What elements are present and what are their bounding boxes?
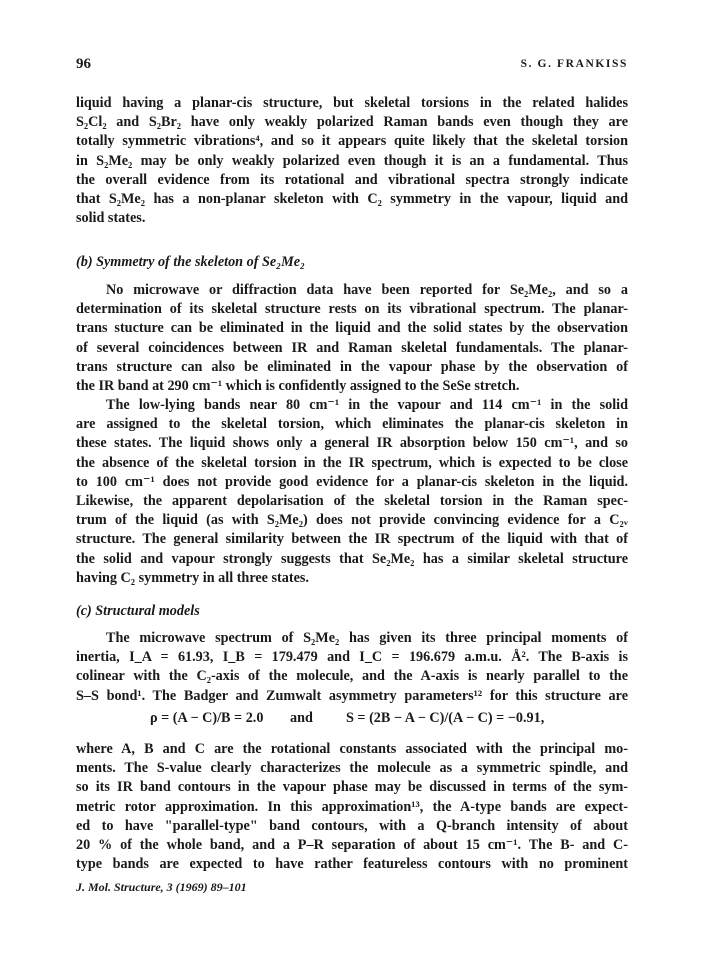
section-heading-b: (b) Symmetry of the skeleton of Se₂Me₂ [76, 254, 305, 270]
text-line: so its IR band contours in the vapour phase may be discussed in terms of the sym- [76, 779, 628, 796]
text-line: having C₂ symmetry in all three states. [76, 569, 309, 586]
text-line: the absence of the skeletal torsion in the IR spectrum, which is expected to be close [76, 454, 628, 471]
author-running-head: S. G. FRANKISS [520, 58, 628, 70]
equation-connector: and [290, 710, 313, 726]
text-line: of several coincidences between IR and Raman skeletal fundamentals. The planar- [76, 339, 628, 356]
text-line: trum of the liquid (as with S₂Me₂) does not provide convincing evidence for a C₂ᵥ [76, 512, 628, 529]
text-line: the IR band at 290 cm⁻¹ which is confidently assigned to the SeSe stretch. [76, 377, 520, 394]
text-line: trans stucture can be eliminated in the liquid and the solid states by the observation [76, 320, 628, 337]
text-line: colinear with the C₂-axis of the molecule, and the A-axis is nearly parallel to the [76, 668, 628, 685]
text-line: ed to have "parallel-type" band contours, with a Q-branch intensity of about [76, 817, 628, 834]
text-line: Likewise, the apparent depolarisation of the skeletal torsion in the Raman spec- [76, 492, 628, 509]
text-line: S–S bond¹. The Badger and Zumwalt asymmetry parameters¹² for this structure are [76, 687, 628, 704]
text-line: 20 % of the whole band, and a P–R separation of about 15 cm⁻¹. The B- and C- [76, 836, 628, 853]
section-c-paragraph-1 [76, 629, 628, 706]
equation-s-value: S = (2B − A − C)/(A − C) = −0.91, [346, 710, 545, 726]
text-line: trans structure can also be eliminated in the vapour phase by the observation of [76, 358, 628, 375]
text-line: ments. The S-value clearly characterizes the molecule as a symmetric spindle, and [76, 760, 628, 777]
section-b-paragraph-1 [76, 281, 628, 396]
paragraph-continuation [76, 94, 628, 228]
text-line: the solid and vapour strongly suggests that Se₂Me₂ has a similar skeletal structure [76, 550, 628, 567]
text-line: totally symmetric vibrations⁴, and so it appears quite likely that the skeletal torsion [76, 133, 628, 150]
text-line: type bands are expected to have rather featureless contours with no prominent [76, 856, 628, 873]
section-heading-c: (c) Structural models [76, 603, 200, 619]
journal-citation-footer: J. Mol. Structure, 3 (1969) 89–101 [76, 880, 247, 894]
text-line: determination of its skeletal structure rests on its vibrational spectrum. The planar- [76, 301, 628, 318]
section-b-paragraph-2 [76, 396, 628, 588]
text-line: the overall evidence from its rotational and vibrational spectra strongly indicate [76, 171, 628, 188]
text-line: solid states. [76, 210, 146, 227]
text-line: S₂Cl₂ and S₂Br₂ have only weakly polarized Raman bands even though they are [76, 114, 628, 131]
section-c-paragraph-2 [76, 740, 628, 874]
text-line: where A, B and C are the rotational constants associated with the principal mo- [76, 741, 628, 757]
text-line: metric rotor approximation. In this approximation¹³, the A-type bands are expect- [76, 798, 628, 815]
text-line: are assigned to the skeletal torsion, which eliminates the planar-cis skeleton in [76, 416, 628, 433]
text-line: structure. The general similarity between the IR spectrum of the liquid with that of [76, 531, 628, 548]
text-line: to 100 cm⁻¹ does not provide good evidence for a planar-cis skeleton in the liquid. [76, 473, 628, 490]
running-head [76, 56, 628, 78]
text-line: in S₂Me₂ may be only weakly polarized even though it is an a fundamental. Thus [76, 152, 628, 169]
equation-rho: ρ = (A − C)/B = 2.0 [150, 710, 264, 726]
text-line: liquid having a planar-cis structure, but skeletal torsions in the related halides [76, 95, 628, 111]
text-line: No microwave or diffraction data have been reported for Se₂Me₂, and so a [106, 282, 628, 298]
asymmetry-equation [150, 710, 590, 730]
text-line: The microwave spectrum of S₂Me₂ has given its three principal moments of [106, 630, 628, 646]
text-line: The low-lying bands near 80 cm⁻¹ in the vapour and 114 cm⁻¹ in the solid [106, 397, 628, 413]
text-line: inertia, I_A = 61.93, I_B = 179.479 and I_C = 196.679 a.m.u. Å². The B-axis is [76, 649, 628, 666]
text-line: that S₂Me₂ has a non-planar skeleton with C₂ symmetry in the vapour, liquid and [76, 190, 628, 207]
page-number: 96 [76, 56, 91, 72]
text-line: these states. The liquid shows only a general IR absorption below 150 cm⁻¹, and so [76, 435, 628, 452]
